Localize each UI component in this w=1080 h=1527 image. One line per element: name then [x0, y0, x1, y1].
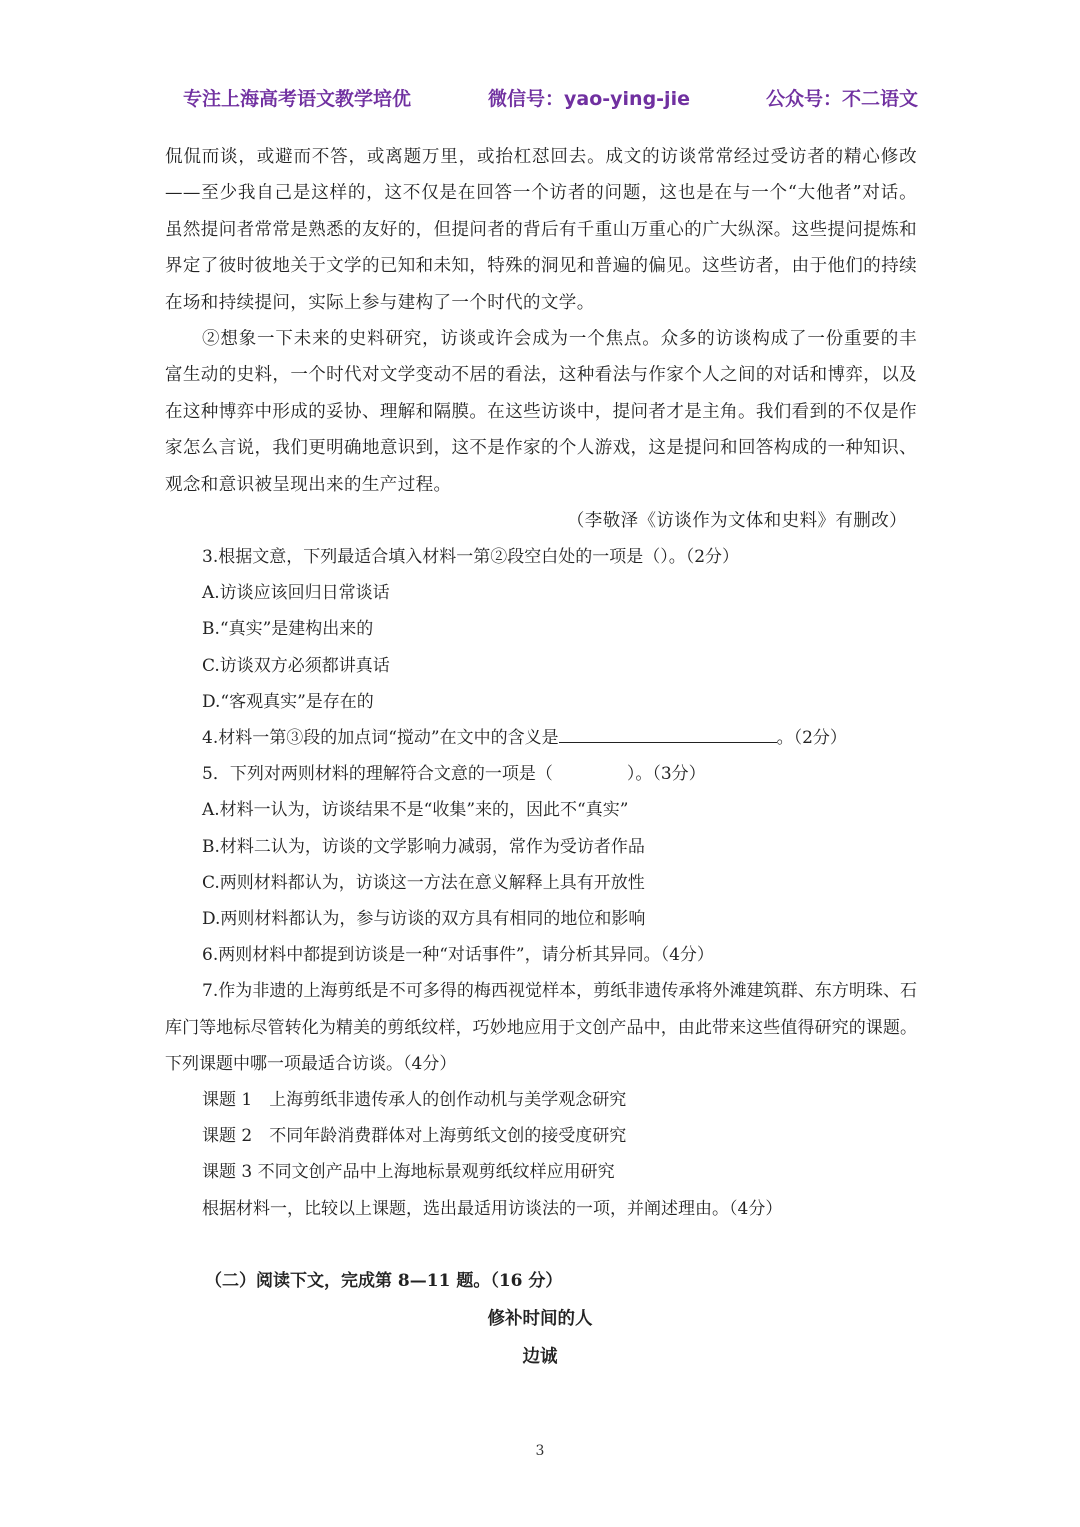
question-7-topic-1: 课题 1 上海剪纸非遗传承人的创作动机与美学观念研究	[202, 1090, 627, 1111]
question-5-option-c: C.两则材料都认为，访谈这一方法在意义解释上具有开放性	[202, 872, 645, 893]
answer-blank	[559, 722, 777, 743]
question-4	[165, 720, 917, 756]
header-wechat-id: 微信号：yao-ying-jie	[488, 88, 690, 110]
question-5	[165, 756, 917, 792]
passage-continuation	[165, 139, 917, 539]
question-7-topic-3: 课题 3 不同文创产品中上海地标景观剪纸纹样应用研究	[202, 1162, 615, 1183]
question-7: 7.作为非遗的上海剪纸是不可多得的梅西视觉样本，剪纸非遗传承将外滩建筑群、东方明珠、石库门等地标尽管转化为精美的剪纸纹样，巧妙地应用于文创产品中，由此带来这些值得研究的课题。下列课题中哪一项最适合访谈。（4分）	[165, 981, 917, 1074]
question-3-option-c: C.访谈双方必须都讲真话	[202, 655, 390, 676]
question-3-option-a: A.访谈应该回归日常谈话	[202, 583, 390, 604]
article-author: 边诚	[522, 1347, 558, 1367]
page-header	[0, 84, 1080, 112]
question-6: 6.两则材料中都提到访谈是一种“对话事件”，请分析其异同。（4分）	[202, 945, 714, 966]
header-official-account: 公众号：不二语文	[766, 88, 919, 110]
question-list	[165, 539, 917, 1227]
question-5-option-d: D.两则材料都认为，参与访谈的双方具有相同的地位和影响	[202, 909, 646, 930]
question-4-points: 。（2分）	[776, 728, 847, 749]
question-5-option-b: B.材料二认为，访谈的文学影响力减弱，常作为受访者作品	[202, 836, 645, 857]
question-5-stem: 5．下列对两则材料的理解符合文意的一项是（	[202, 764, 553, 785]
header-slogan: 专注上海高考语文教学培优	[183, 88, 412, 110]
question-5-option-a: A.材料一认为，访谈结果不是“收集”来的，因此不“真实”	[202, 800, 629, 821]
article-title: 修补时间的人	[487, 1309, 593, 1329]
question-5-points: ）。（3分）	[626, 764, 706, 785]
question-3-option-d: D.“客观真实”是存在的	[202, 691, 374, 712]
section-2-heading: （二）阅读下文，完成第 8—11 题。（16 分）	[205, 1271, 563, 1291]
question-3-option-b: B.“真实”是建构出来的	[202, 619, 374, 640]
question-4-stem: 4.材料一第③段的加点词“搅动”在文中的含义是	[202, 728, 559, 749]
question-7-topic-2: 课题 2 不同年龄消费群体对上海剪纸文创的接受度研究	[202, 1126, 627, 1147]
passage-source: （李敬泽《访谈作为文体和史料》有删改）	[566, 511, 907, 532]
page-number: 3	[535, 1443, 545, 1459]
question-7-task: 根据材料一，比较以上课题，选出最适用访谈法的一项，并阐述理由。（4分）	[202, 1198, 783, 1219]
passage-paragraph-1: 侃侃而谈，或避而不答，或离题万里，或抬杠怼回去。成文的访谈常常经过受访者的精心修改——至少我自己是这样的，这不仅是在回答一个访者的问题，这也是在与一个“大他者”对话。虽然提问者常常是熟悉的友好的，但提问者的背后有千重山万重心的广大纵深。这些提问提炼和界定了彼时彼地关于文学的已知和未知，特殊的洞见和普遍的偏见。这些访者，由于他们的持续在场和持续提问，实际上参与建构了一个时代的文学。	[165, 147, 917, 313]
question-3: 3.根据文意，下列最适合填入材料一第②段空白处的一项是（）。（2分）	[202, 547, 740, 567]
passage-paragraph-2: ②想象一下未来的史料研究，访谈或许会成为一个焦点。众多的访谈构成了一份重要的丰富生动的史料，一个时代对文学变动不居的看法，这种看法与作家个人之间的对话和博弈，以及在这种博弈中形成的妥协、理解和隔膜。在这些访谈中，提问者才是主角。我们看到的不仅是作家怎么言说，我们更明确地意识到，这不是作家的个人游戏，这是提问和回答构成的一种知识、观念和意识被呈现出来的生产过程。	[165, 329, 917, 495]
